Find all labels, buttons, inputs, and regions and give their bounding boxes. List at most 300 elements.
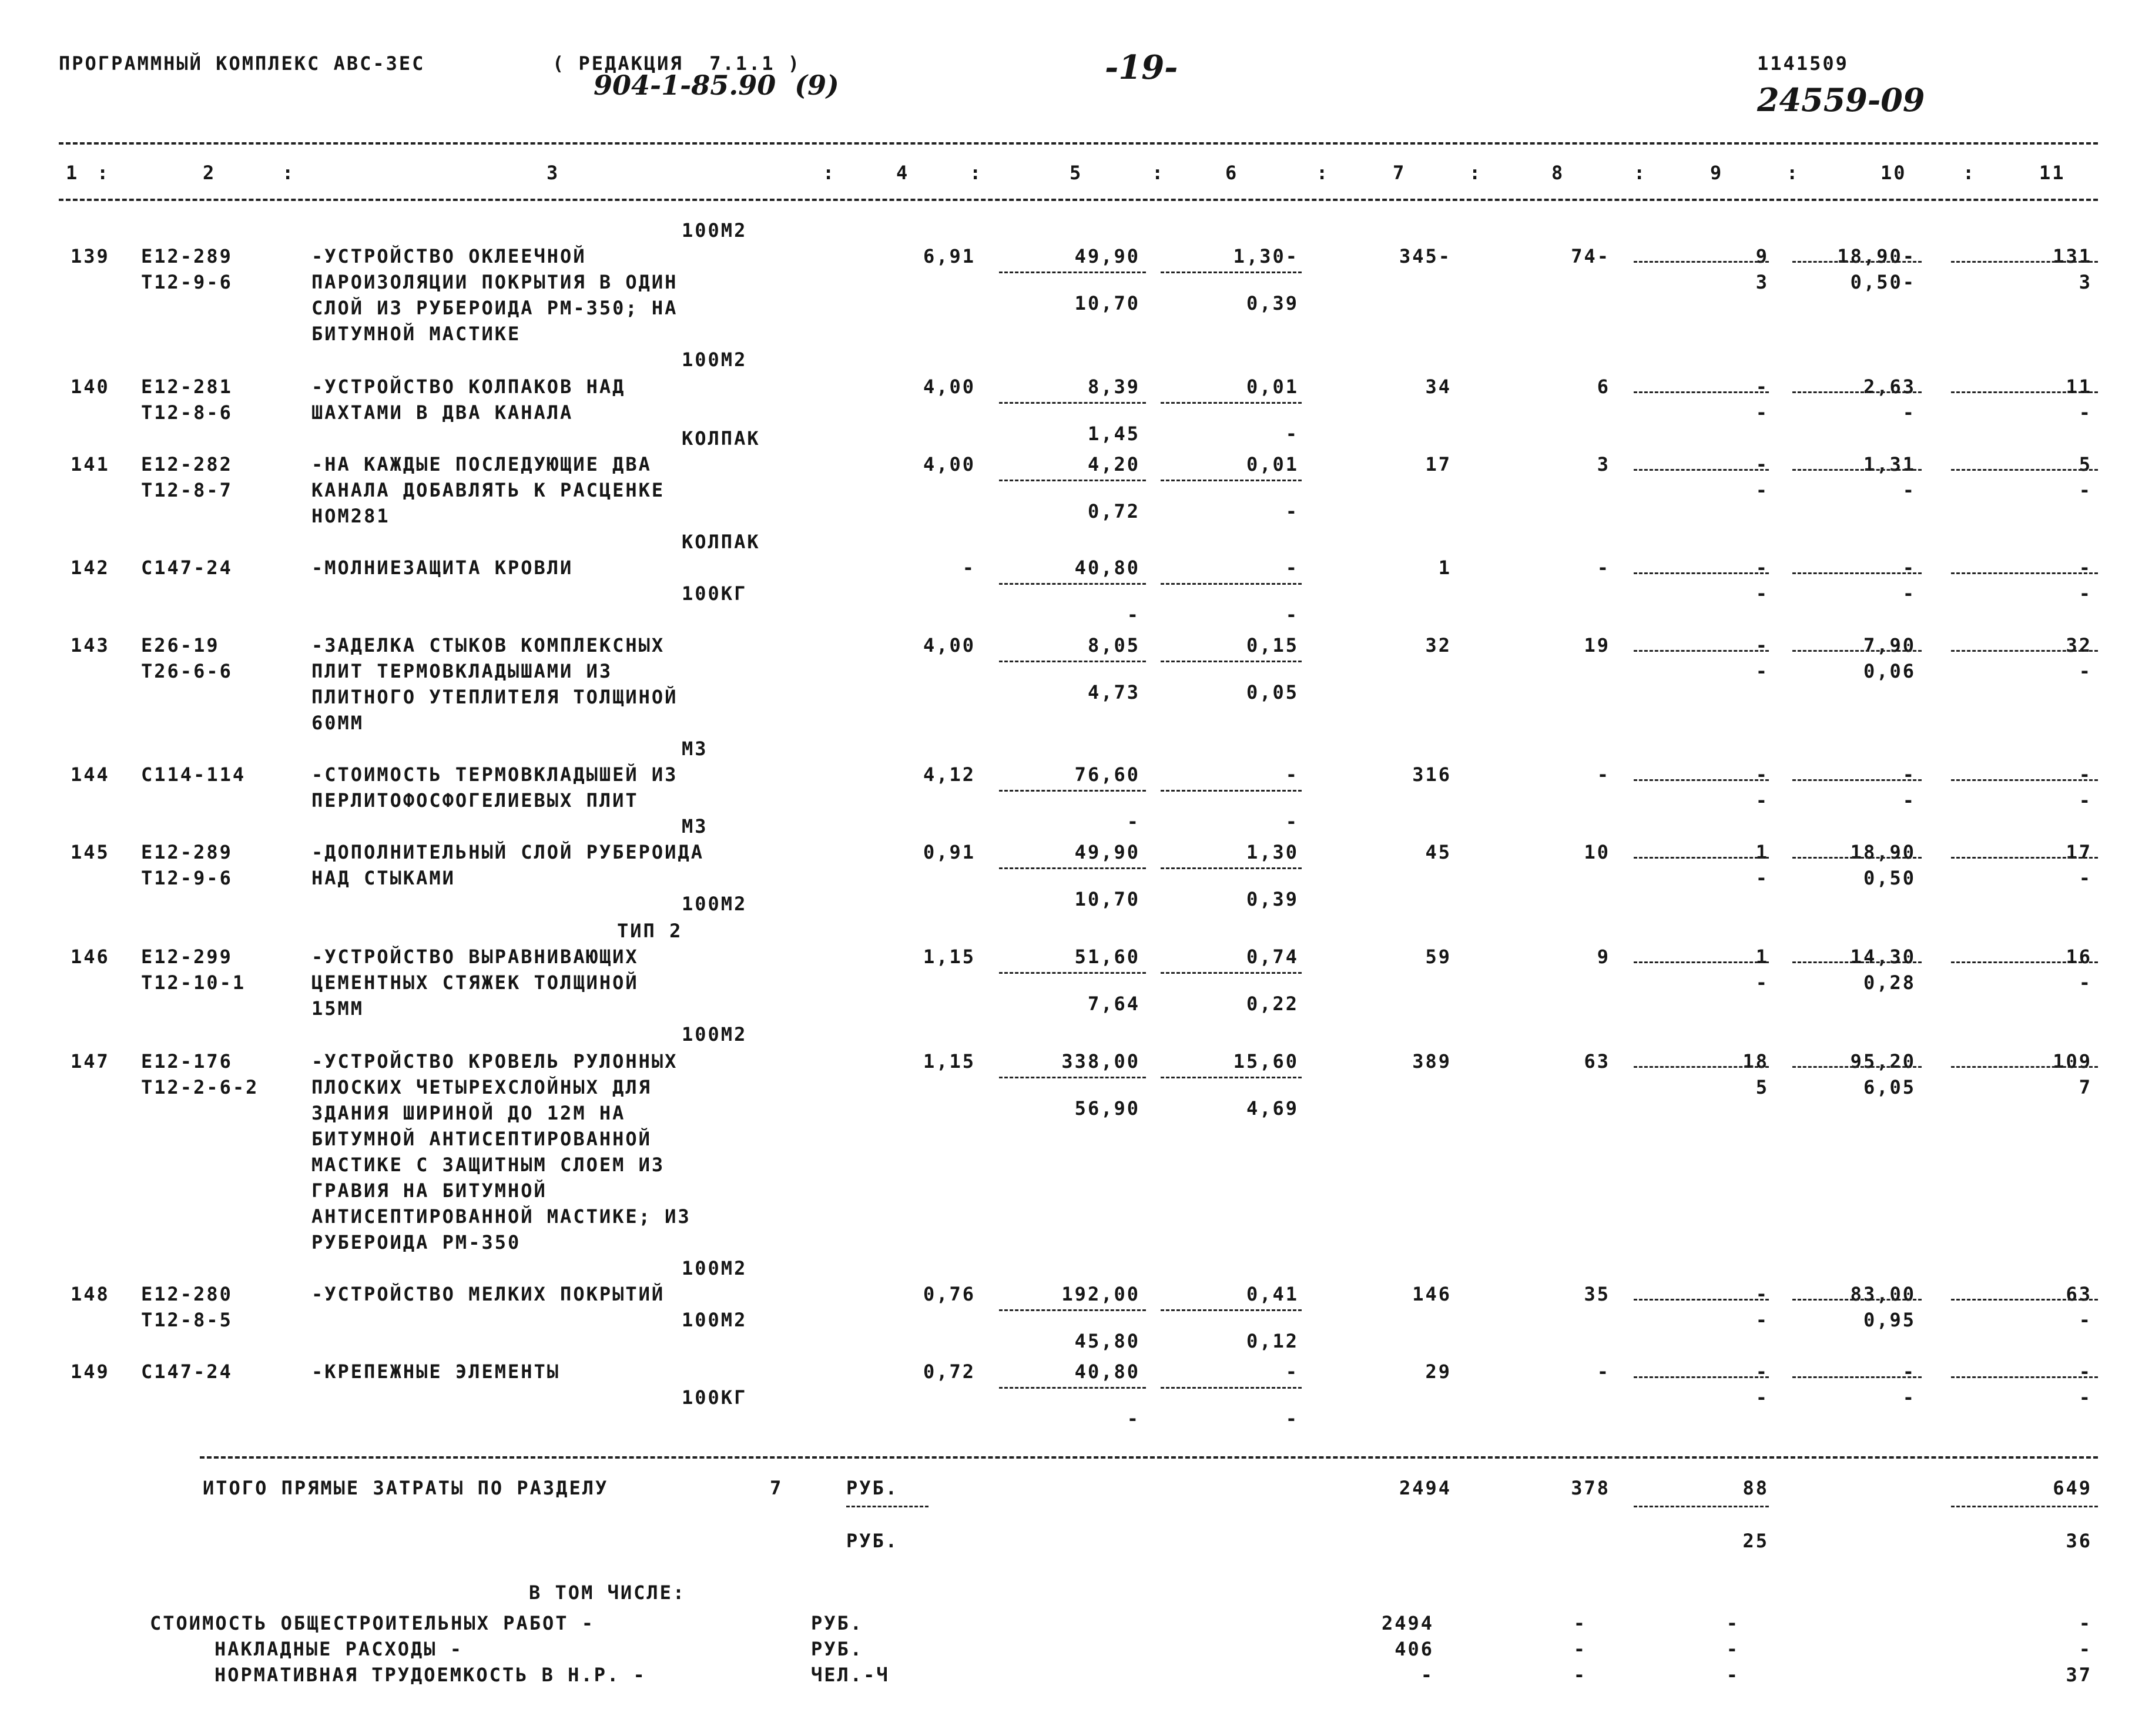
labor-total: - [2079,763,2092,786]
machine-wage-total: - [1755,1386,1769,1409]
machine-cost: - [1285,763,1299,786]
sub-rule [1951,261,2098,263]
column-separator: : [970,162,983,184]
sub-rule [1951,650,2098,652]
machine-wage: 0,39 [1246,292,1299,314]
labor-per-unit: 18,90 [1850,841,1916,863]
quantity: 1,15 [923,946,976,968]
totals-machine-wage: 25 [1742,1530,1769,1552]
machine-total: - [1755,557,1769,579]
totals-cost: 2494 [1399,1477,1452,1499]
unit-wage: 1,45 [1087,423,1140,445]
total-wage: 10 [1584,841,1610,863]
sub-rule [1161,1309,1302,1311]
sub-rule [1951,469,2098,471]
machine-total: 18 [1742,1050,1769,1073]
summary-label: НОРМАТИВНАЯ ТРУДОЕМКОСТЬ В Н.Р. - [214,1664,646,1686]
sub-rule [1951,1066,2098,1068]
sub-rule [999,867,1146,869]
item-description: -ЗАДЕЛКА СТЫКОВ КОМПЛЕКСНЫХ [311,634,665,656]
column-number: 5 [1070,162,1083,184]
summary-wage: - [1573,1638,1587,1660]
item-description: -УСТРОЙСТВО МЕЛКИХ ПОКРЫТИЙ [311,1283,665,1305]
labor-per-unit: 7,90 [1863,634,1916,656]
labor-total: 17 [2066,841,2092,863]
summary-labor: - [2079,1612,2092,1634]
sub-rule [1634,1066,1769,1068]
unit-wage: - [1127,810,1140,833]
sub-rule [1634,469,1769,471]
sub-rule [1634,1299,1769,1301]
machine-wage: 0,12 [1246,1330,1299,1352]
labor-per-unit: - [1902,557,1916,579]
handwritten-project-ref: 904-1-85.90 (9) [594,69,839,101]
labor-machinist-total: - [2079,789,2092,812]
labor-machinist-per-unit: 6,05 [1863,1076,1916,1098]
totals-label: ИТОГО ПРЯМЫЕ ЗАТРАТЫ ПО РАЗДЕЛУ [203,1477,609,1499]
item-description: РУБЕРОИДА РМ-350 [311,1231,521,1254]
machine-total: 1 [1755,841,1769,863]
totals-rule [200,1456,2098,1459]
sub-rule [1792,779,1922,781]
machine-cost: 0,41 [1246,1283,1299,1305]
item-number: 142 [71,557,110,579]
sub-rule [1161,661,1302,662]
total-wage: - [1597,763,1610,786]
sub-rule [1161,972,1302,974]
total-wage: - [1597,1360,1610,1383]
machine-wage-total: 3 [1755,271,1769,293]
item-description: НАД СТЫКАМИ [311,867,455,889]
unit-price: 49,90 [1074,245,1140,267]
sub-rule [1792,1376,1922,1378]
item-description: БИТУМНОЙ АНТИСЕПТИРОВАННОЙ [311,1128,652,1150]
header-rule-top [59,142,2098,145]
quantity: 0,91 [923,841,976,863]
unit-label: М3 [682,738,708,760]
rate-code: Т26-6-6 [141,660,233,682]
unit-label: КОЛПАК [682,427,760,450]
machine-cost: - [1285,1360,1299,1383]
unit-price: 192,00 [1061,1283,1140,1305]
total-cost: 45 [1425,841,1452,863]
labor-per-unit: 1,31 [1863,453,1916,475]
item-description: -УСТРОЙСТВО КРОВЕЛЬ РУЛОННЫХ [311,1050,678,1073]
rate-code: Т12-8-7 [141,479,233,501]
column-number: 4 [896,162,910,184]
machine-cost: 1,30 [1246,841,1299,863]
column-number: 10 [1881,162,1907,184]
sub-rule [1161,272,1302,273]
column-separator: : [1152,162,1165,184]
sub-rule [1634,261,1769,263]
total-cost: 59 [1425,946,1452,968]
quantity: 4,00 [923,376,976,398]
item-description: -УСТРОЙСТВО ОКЛЕЕЧНОЙ [311,245,586,267]
item-number: 141 [71,453,110,475]
labor-machinist-per-unit: 0,50- [1850,271,1916,293]
item-description: 15ММ [311,997,364,1020]
quantity: - [962,557,976,579]
total-wage: 74- [1571,245,1610,267]
summary-cost: 406 [1395,1638,1434,1660]
item-description: -НА КАЖДЫЕ ПОСЛЕДУЮЩИЕ ДВА [311,453,652,475]
total-cost: 32 [1425,634,1452,656]
column-number: 2 [203,162,216,184]
sub-rule [1634,1376,1769,1378]
totals-labor-machinist: 36 [2066,1530,2092,1552]
summary-label: НАКЛАДНЫЕ РАСХОДЫ - [214,1638,464,1660]
rate-code: Е12-289 [141,245,233,267]
item-description: ПАРОИЗОЛЯЦИИ ПОКРЫТИЯ В ОДИН [311,271,678,293]
sub-rule [1634,572,1769,574]
labor-machinist-per-unit: 0,50 [1863,867,1916,889]
item-number: 143 [71,634,110,656]
total-wage: 3 [1597,453,1610,475]
sub-rule [1951,1506,2098,1507]
item-description: ПЛОСКИХ ЧЕТЫРЕХСЛОЙНЫХ ДЛЯ [311,1076,652,1098]
labor-per-unit: 83,00 [1850,1283,1916,1305]
machine-total: - [1755,1283,1769,1305]
machine-wage-total: - [1755,401,1769,424]
unit-label: М3 [682,815,708,837]
sub-rule [846,1506,928,1507]
labor-machinist-total: - [2079,401,2092,424]
sub-rule [1792,572,1922,574]
quantity: 4,00 [923,634,976,656]
sub-rule [999,790,1146,792]
machine-cost: 0,74 [1246,946,1299,968]
rate-code: Т12-2-6-2 [141,1076,259,1098]
summary-machine: - [1726,1664,1739,1686]
sub-rule [1634,391,1769,393]
sub-rule [1634,1506,1769,1507]
labor-machinist-total: - [2079,660,2092,682]
column-separator: : [1786,162,1800,184]
unit-wage: 45,80 [1074,1330,1140,1352]
labor-machinist-total: 3 [2079,271,2092,293]
labor-per-unit: 95,20 [1850,1050,1916,1073]
item-number: 145 [71,841,110,863]
labor-per-unit: - [1902,1360,1916,1383]
labor-machinist-total: - [2079,479,2092,501]
total-wage: 19 [1584,634,1610,656]
machine-wage-total: 5 [1755,1076,1769,1098]
labor-machinist-total: - [2079,1386,2092,1409]
item-description: АНТИСЕПТИРОВАННОЙ МАСТИКЕ; ИЗ [311,1205,691,1228]
item-description: -СТОИМОСТЬ ТЕРМОВКЛАДЫШЕЙ ИЗ [311,763,678,786]
labor-machinist-per-unit: 0,06 [1863,660,1916,682]
item-description: БИТУМНОЙ МАСТИКЕ [311,323,521,345]
item-number: 147 [71,1050,110,1073]
machine-wage-total: - [1755,971,1769,994]
unit-price: 40,80 [1074,1360,1140,1383]
page-number: -19- [1105,48,1178,87]
sub-rule [999,661,1146,662]
sub-rule [1634,779,1769,781]
machine-wage: - [1285,423,1299,445]
item-description: НОМ281 [311,505,390,527]
labor-machinist-total: - [2079,1309,2092,1331]
unit-price: 76,60 [1074,763,1140,786]
item-description: -УСТРОЙСТВО ВЫРАВНИВАЮЩИХ [311,946,639,968]
machine-total: - [1755,634,1769,656]
total-wage: 63 [1584,1050,1610,1073]
unit-wage: - [1127,1407,1140,1430]
machine-wage: - [1285,604,1299,626]
summary-wage: - [1573,1612,1587,1634]
item-description: ГРАВИЯ НА БИТУМНОЙ [311,1179,547,1202]
item-description: КАНАЛА ДОБАВЛЯТЬ К РАСЦЕНКЕ [311,479,665,501]
column-number: 8 [1551,162,1565,184]
unit-wage: 0,72 [1087,500,1140,522]
rate-code: Т12-8-6 [141,401,233,424]
item-description: ПЕРЛИТОФОСФОГЕЛИЕВЫХ ПЛИТ [311,789,639,812]
sub-rule [1792,650,1922,652]
column-number: 7 [1393,162,1406,184]
item-description: -МОЛНИЕЗАЩИТА КРОВЛИ [311,557,574,579]
quantity: 0,72 [923,1360,976,1383]
item-description: МАСТИКЕ С ЗАЩИТНЫМ СЛОЕМ ИЗ [311,1154,665,1176]
column-number: 3 [547,162,560,184]
item-description: ПЛИТ ТЕРМОВКЛАДЫШАМИ ИЗ [311,660,613,682]
item-number: 146 [71,946,110,968]
sub-rule [1792,469,1922,471]
quantity: 4,00 [923,453,976,475]
sub-rule [1792,857,1922,859]
unit-wage: 56,90 [1074,1097,1140,1120]
sub-rule [1951,961,2098,963]
sub-rule [1161,790,1302,792]
labor-total: 63 [2066,1283,2092,1305]
sub-rule [1161,480,1302,481]
item-number: 148 [71,1283,110,1305]
machine-wage-total: - [1755,479,1769,501]
summary-unit: ЧЕЛ.-Ч [811,1664,890,1686]
sub-rule [999,1387,1146,1389]
item-number: 139 [71,245,110,267]
rate-code: Е12-176 [141,1050,233,1073]
column-separator: : [97,162,110,184]
rate-code: Е12-281 [141,376,233,398]
summary-label: СТОИМОСТЬ ОБЩЕСТРОИТЕЛЬНЫХ РАБОТ - [150,1612,595,1634]
column-separator: : [1316,162,1330,184]
sub-rule [1634,961,1769,963]
item-description: 60ММ [311,712,364,734]
sub-rule [1951,572,2098,574]
unit-label: 100М2 [682,348,747,371]
quantity: 0,76 [923,1283,976,1305]
sub-rule [999,583,1146,585]
sub-rule [1634,857,1769,859]
labor-total: 11 [2066,376,2092,398]
quantity: 1,15 [923,1050,976,1073]
sub-rule [999,402,1146,404]
labor-per-unit: 2,63 [1863,376,1916,398]
machine-wage: 4,69 [1246,1097,1299,1120]
labor-per-unit: 14,30 [1850,946,1916,968]
handwritten-document-number: 24559-09 [1757,81,1925,119]
summary-machine: - [1726,1612,1739,1634]
summary-unit: РУБ. [811,1612,864,1634]
summary-labor: 37 [2066,1664,2092,1686]
labor-machinist-per-unit: 0,95 [1863,1309,1916,1331]
rate-code: С147-24 [141,1360,233,1383]
labor-machinist-per-unit: 0,28 [1863,971,1916,994]
machine-total: - [1755,376,1769,398]
unit-label: 100М2 [682,1257,747,1279]
item-description: ЦЕМЕНТНЫХ СТЯЖЕК ТОЛЩИНОЙ [311,971,639,994]
unit-label: 100КГ [682,1386,747,1409]
rate-code: С114-114 [141,763,246,786]
total-cost: 29 [1425,1360,1452,1383]
labor-total: - [2079,1360,2092,1383]
item-description: ПЛИТНОГО УТЕПЛИТЕЛЯ ТОЛЩИНОЙ [311,686,678,708]
sub-rule [1161,1387,1302,1389]
machine-wage-total: - [1755,867,1769,889]
total-wage: 9 [1597,946,1610,968]
totals-labor: 649 [2053,1477,2092,1499]
labor-per-unit: 18,90- [1837,245,1916,267]
column-number: 11 [2039,162,2066,184]
machine-wage-total: - [1755,789,1769,812]
total-cost: 1 [1438,557,1452,579]
rate-code: Е12-299 [141,946,233,968]
total-cost: 389 [1412,1050,1452,1073]
total-wage: - [1597,557,1610,579]
labor-machinist-total: - [2079,971,2092,994]
sub-rule [1161,583,1302,585]
unit-label: 100М2 [682,219,747,242]
unit-wage: 10,70 [1074,292,1140,314]
sub-rule [1634,650,1769,652]
totals-wage: 378 [1571,1477,1610,1499]
machine-cost: 1,30- [1233,245,1299,267]
item-description: ШАХТАМИ В ДВА КАНАЛА [311,401,574,424]
rate-code: Т12-10-1 [141,971,246,994]
labor-total: 109 [2053,1050,2092,1073]
rate-code: Т12-8-5 [141,1309,233,1331]
machine-total: 1 [1755,946,1769,968]
machine-cost: - [1285,557,1299,579]
unit-label: 100М2 [682,893,747,915]
sub-rule [1161,402,1302,404]
summary-unit: РУБ. [811,1638,864,1660]
sub-rule [1792,1299,1922,1301]
unit-wage: 4,73 [1087,681,1140,703]
rate-code: С147-24 [141,557,233,579]
machine-wage: - [1285,500,1299,522]
labor-machinist-per-unit: - [1902,479,1916,501]
machine-wage: 0,05 [1246,681,1299,703]
machine-total: 9 [1755,245,1769,267]
machine-cost: 0,01 [1246,376,1299,398]
totals-machine: 88 [1742,1477,1769,1499]
sub-rule [1951,779,2098,781]
total-wage: 35 [1584,1283,1610,1305]
machine-total: - [1755,763,1769,786]
summary-labor: - [2079,1638,2092,1660]
summary-cost: - [1420,1664,1434,1686]
sub-rule [1792,1066,1922,1068]
item-description: СЛОЙ ИЗ РУБЕРОИДА РМ-350; НА [311,297,678,319]
including-label: В ТОМ ЧИСЛЕ: [529,1581,686,1604]
total-cost: 17 [1425,453,1452,475]
sub-rule [1951,1376,2098,1378]
sub-rule [1792,261,1922,263]
total-cost: 316 [1412,763,1452,786]
unit-wage: - [1127,604,1140,626]
sub-rule [1951,1299,2098,1301]
totals-unit: РУБ. [846,1530,899,1552]
column-number: 9 [1710,162,1724,184]
edition-label: ( РЕДАКЦИЯ 7.1.1 ) [552,52,802,75]
column-separator: : [1634,162,1647,184]
column-number: 1 [66,162,79,184]
machine-wage: 0,22 [1246,993,1299,1015]
machine-wage-total: - [1755,660,1769,682]
machine-cost: 0,01 [1246,453,1299,475]
unit-price: 8,05 [1087,634,1140,656]
labor-total: 131 [2053,245,2092,267]
machine-total: - [1755,1360,1769,1383]
sub-rule [999,1309,1146,1311]
unit-price: 51,60 [1074,946,1140,968]
rate-code: Е26-19 [141,634,220,656]
unit-wage: 10,70 [1074,888,1140,910]
item-description: -КРЕПЕЖНЫЕ ЭЛЕМЕНТЫ [311,1360,561,1383]
labor-machinist-total: - [2079,867,2092,889]
summary-machine: - [1726,1638,1739,1660]
machine-total: - [1755,453,1769,475]
labor-machinist-per-unit: - [1902,401,1916,424]
sub-rule [1161,867,1302,869]
rate-code: Е12-289 [141,841,233,863]
column-separator: : [823,162,836,184]
unit-label: КОЛПАК [682,531,760,553]
rate-code: Е12-282 [141,453,233,475]
unit-label: 100М2 [682,1309,747,1331]
quantity: 4,12 [923,763,976,786]
sub-rule [1951,391,2098,393]
sub-rule [1161,1077,1302,1078]
totals-unit: РУБ. [846,1477,899,1499]
column-number: 6 [1225,162,1239,184]
item-number: 149 [71,1360,110,1383]
rate-code: Е12-280 [141,1283,233,1305]
item-description: -ДОПОЛНИТЕЛЬНЫЙ СЛОЙ РУБЕРОИДА [311,841,704,863]
document-code: 1141509 [1757,52,1849,75]
labor-machinist-per-unit: - [1902,1386,1916,1409]
total-cost: 34 [1425,376,1452,398]
machine-cost: 15,60 [1233,1050,1299,1073]
program-name: ПРОГРАММНЫЙ КОМПЛЕКС АВС-ЗЕС [59,52,425,75]
unit-label: 100КГ [682,582,747,605]
machine-wage-total: - [1755,582,1769,605]
labor-machinist-total: - [2079,582,2092,605]
labor-machinist-per-unit: - [1902,789,1916,812]
column-separator: : [1469,162,1483,184]
sub-rule [999,272,1146,273]
item-number: 140 [71,376,110,398]
total-wage: 6 [1597,376,1610,398]
quantity: 6,91 [923,245,976,267]
unit-price: 338,00 [1061,1050,1140,1073]
labor-machinist-per-unit: - [1902,582,1916,605]
total-cost: 146 [1412,1283,1452,1305]
item-description: ЗДАНИЯ ШИРИНОЙ ДО 12М НА [311,1102,626,1124]
sub-rule [1792,391,1922,393]
